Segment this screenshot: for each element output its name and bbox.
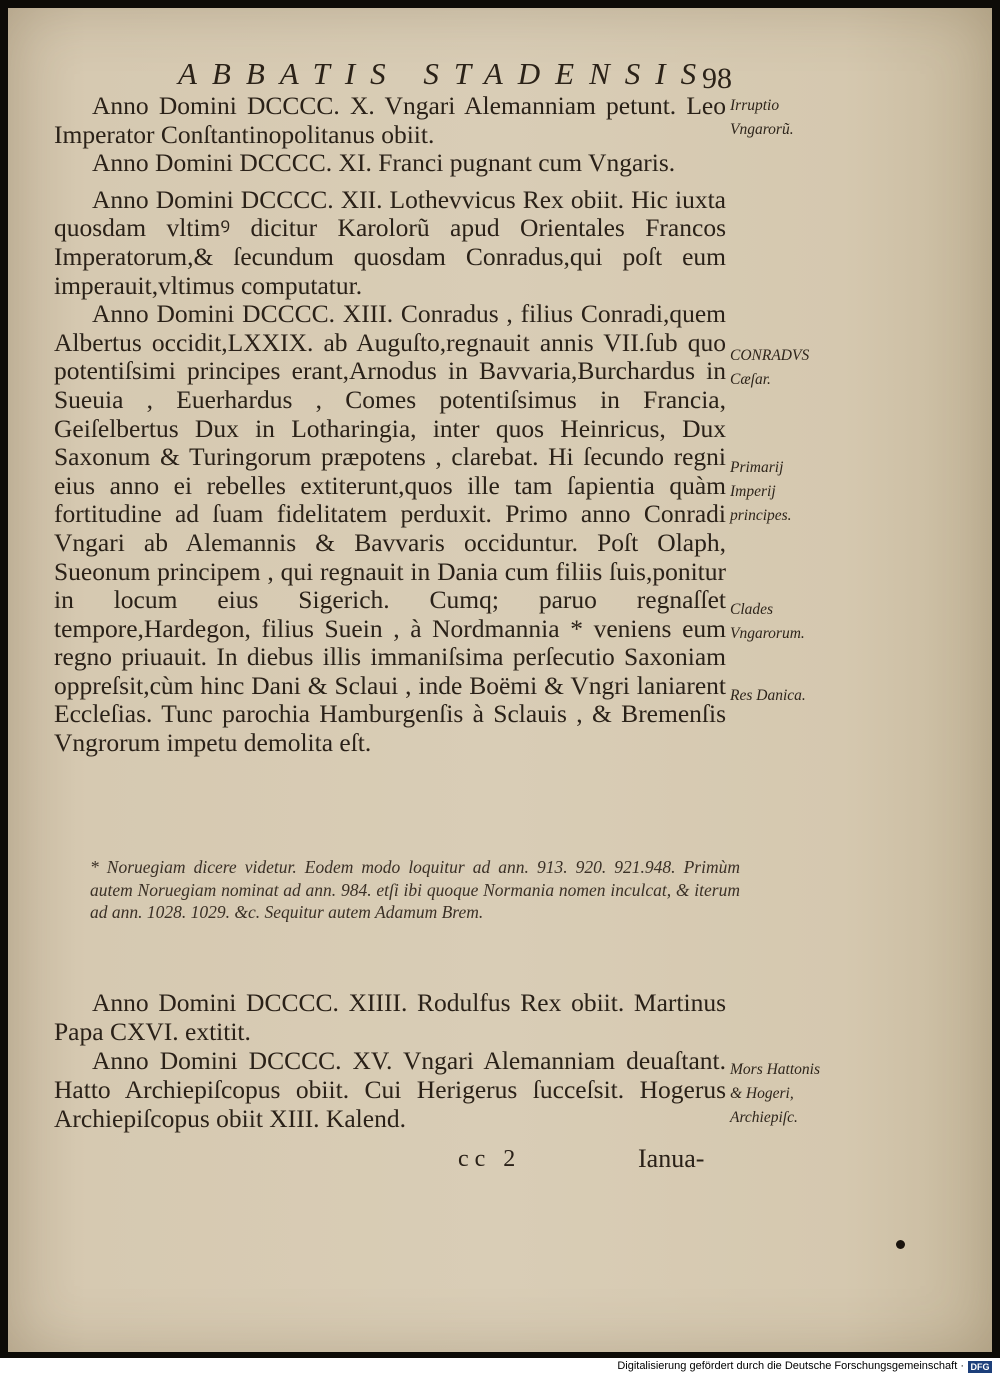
dfg-logo-icon: DFG — [968, 1361, 992, 1373]
marginal-note-principes: Primarij Imperij principes. — [730, 459, 792, 524]
paragraph-914: Anno Domini DCCCC. XIIII. Rodulfus Rex obiit. Martinus Papa CXVI. extitit. — [54, 988, 726, 1046]
main-text-bottom — [54, 988, 726, 1133]
paragraph-910: Anno Domini DCCCC. X. Vngari Alemanniam petunt. Leo Imperator Conſtantinopolitanus obiit. — [54, 91, 726, 149]
paragraph-915: Anno Domini DCCCC. XV. Vngari Alemanniam deuaſtant. Hatto Archiepiſcopus obiit. Cui Herigerus ſucceſsit. Hogerus Archiepiſcopus obiit XIII. Kalend. — [54, 1046, 726, 1133]
main-text-top — [54, 92, 726, 758]
paragraph-912: Anno Domini DCCCC. XII. Lothevvicus Rex obiit. Hic iuxta quosdam vltimꝰ dicitur Karolorũ apud Orientales Francos Imperatorum,& ſecundum quosdam Conradus,qui poſt eum imperauit,vltimus computatur. — [54, 184, 726, 300]
marginal-note-conradus: CONRADVS Cæſar. — [730, 347, 810, 388]
book-page — [8, 8, 992, 1352]
marginal-note-res-danica: Res Danica. — [730, 687, 806, 704]
page-number: 98 — [702, 62, 732, 95]
marginal-note-irruptio: Irruptio Vngarorũ. — [730, 97, 794, 138]
paragraph-913: Anno Domini DCCCC. XIII. Conradus , filius Conradi,quem Albertus occidit,LXXIX. ab Auguſto,regnauit annis VII.ſub quo potentiſsimi principes erant,Arnodus in Bavvaria,Burchardus in Sueuia , Euerhardus , Comes potentiſsimus in Francia, Geiſelbertus Dux in Lotharingia, inter quos Heinricus, Dux Saxonum & Turingorum præpotens , clarebat. Hi ſecundo regni eius anno ei rebelles extiterunt,quos ille tam ſapientia quàm fortitudine ad ſuam fidelitatem perduxit. Primo anno Conradi Vngari ab Alemannis & Bavvaris occiduntur. Poſt Olaph, Sueonum principem , qui regnauit in Dania cum filiis ſuis,ponitur in locum eius Sigerich. Cumq; paruo regnaſſet tempore,Hardegon, filius Suein , à Nordmannia * veniens eum regno priuauit. In diebus illis immaniſsima perſecutio Saxoniam oppreſsit,cùm hinc Dani & Sclaui , inde Boëmi & Vngri laniarent Eccleſias. Tunc parochia Hamburgenſis à Sclauis , & Bremenſis Vngrorum impetu demolita eſt. — [54, 299, 726, 758]
running-title: ABBATIS STADENSIS — [178, 56, 712, 91]
paragraph-911: Anno Domini DCCCC. XI. Franci pugnant cum Vngaris. — [92, 148, 676, 178]
footer-credit: Digitalisierung gefördert durch die Deutsche Forschungsgemeinschaft · — [617, 1360, 964, 1372]
footnote: * Noruegiam dicere videtur. Eodem modo loquitur ad ann. 913. 920. 921.948. Primùm autem Noruegiam nominat ad ann. 984. etſi ibi quoque Normania nomen inculcat, & iterum ad ann. 1028. 1029. &c. Sequitur autem Adamum Brem. — [90, 857, 740, 922]
marginal-note-clades: Clades Vngarorum. — [730, 601, 805, 642]
marginal-note-mors-hattonis: Mors Hattonis & Hogeri, Archiepiſc. — [730, 1061, 820, 1126]
footer-bar — [0, 1358, 1000, 1378]
ink-dot — [896, 1240, 905, 1249]
catchword: Ianua- — [638, 1144, 705, 1173]
signature-mark: cc 2 — [458, 1146, 522, 1172]
